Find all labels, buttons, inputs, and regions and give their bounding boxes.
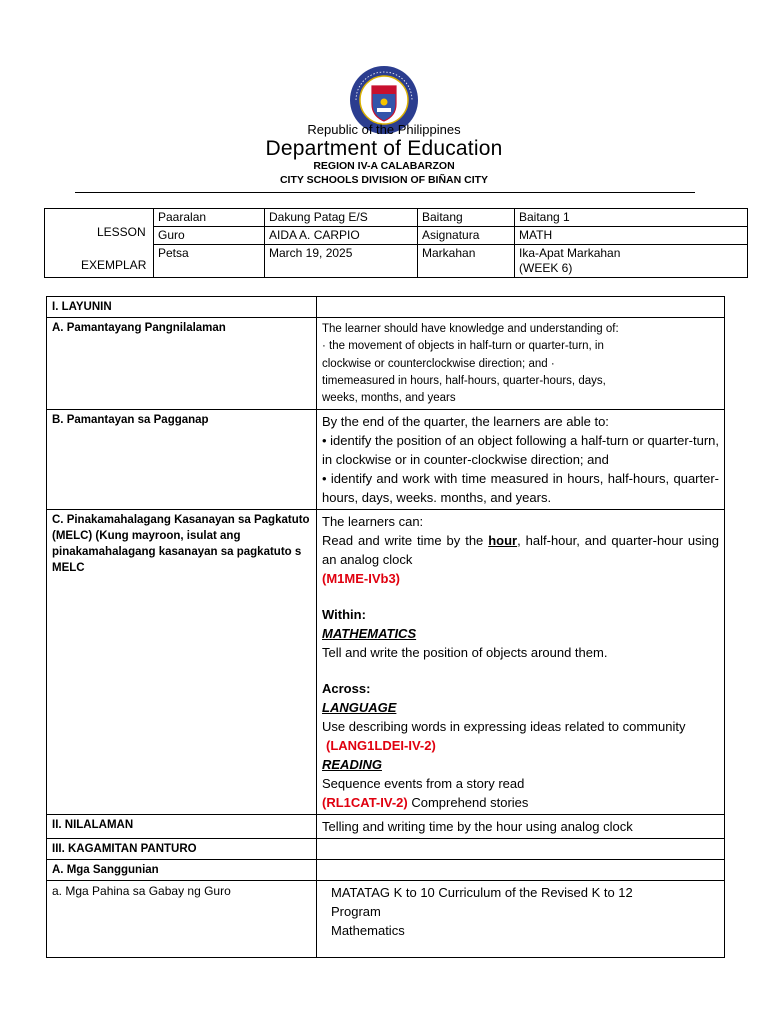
- bullet-item: • identify and work with time measured in hours, half-hours, quarter-hours, days, weeks. months, and years.: [322, 471, 719, 506]
- content-standard: [317, 318, 725, 410]
- table-row: [47, 510, 725, 815]
- text-span: , half-hour, and quarter-hour using an analog clock: [322, 533, 719, 568]
- table-row: [47, 860, 725, 881]
- info-label: Baitang: [418, 209, 515, 227]
- lesson-info-table: [44, 208, 748, 278]
- lesson-plan-table: [46, 296, 725, 958]
- subject-label: READING: [322, 757, 382, 773]
- text-line: Mathematics: [331, 923, 405, 939]
- text-line: Use describing words in expressing ideas related to community: [322, 719, 686, 735]
- bullet-item: • identify the position of an object following a half-turn or quarter-turn, in clockwise or in counter-clockwise direction; and: [322, 433, 719, 468]
- header-divider: [75, 192, 695, 193]
- info-label: Paaralan: [154, 209, 265, 227]
- text-line: weeks, months, and years: [322, 392, 456, 405]
- across-label: Across:: [322, 681, 371, 697]
- info-label: Markahan: [418, 245, 515, 278]
- row-label: C. Pinakamahalagang Kasanayan sa Pagkatuto (MELC) (Kung mayroon, isulat ang pinakamahalagang kasanayan sa pagkatuto s MELC: [47, 510, 317, 815]
- hour-word: hour: [488, 533, 518, 549]
- performance-standard: [317, 410, 725, 510]
- subject-label: MATHEMATICS: [322, 626, 417, 642]
- section-heading: III. KAGAMITAN PANTURO: [47, 839, 317, 860]
- info-value: Dakung Patag E/S: [265, 209, 418, 227]
- info-value: [515, 245, 748, 278]
- text-span: Comprehend stories: [407, 795, 529, 811]
- exemplar-word: EXEMPLAR: [81, 258, 147, 272]
- info-label: Guro: [154, 227, 265, 245]
- empty-cell: [317, 839, 725, 860]
- lang-code: (LANG1LDEI-IV-2): [326, 738, 436, 754]
- table-row: [47, 839, 725, 860]
- reading-code: (RL1CAT-IV-2): [322, 795, 408, 811]
- info-value: AIDA A. CARPIO: [265, 227, 418, 245]
- melc-text: [322, 531, 719, 569]
- melc-code: (M1ME-IVb3): [322, 571, 400, 587]
- info-value: March 19, 2025: [265, 245, 418, 278]
- text-line: MATATAG K to 10 Curriculum of the Revised K to 12: [331, 885, 633, 901]
- reference-content: [317, 881, 725, 958]
- info-label: Petsa: [154, 245, 265, 278]
- republic-line: Republic of the Philippines: [307, 122, 461, 137]
- empty-cell: [317, 860, 725, 881]
- text-line: The learners can:: [322, 514, 424, 530]
- reading-line: [322, 793, 719, 812]
- region-line: REGION IV-A CALABARZON: [313, 160, 455, 172]
- division-line: CITY SCHOOLS DIVISION OF BIÑAN CITY: [279, 174, 489, 186]
- text-line: Sequence events from a story read: [322, 776, 525, 792]
- text-line: By the end of the quarter, the learners are able to:: [322, 414, 609, 430]
- text-line: · the movement of objects in half-turn or quarter-turn, in: [322, 340, 604, 353]
- subject-label: LANGUAGE: [322, 700, 397, 716]
- text-line: Program: [331, 904, 381, 920]
- spacer: [322, 662, 719, 679]
- table-row: [47, 881, 725, 958]
- text-line: clockwise or counterclockwise direction; and ·: [322, 357, 555, 370]
- lesson-exemplar-cell: [45, 209, 154, 278]
- row-label: A. Mga Sanggunian: [47, 860, 317, 881]
- melc-content: [317, 510, 725, 815]
- row-label: a. Mga Pahina sa Gabay ng Guro: [47, 881, 317, 958]
- row-label: A. Pamantayang Pangnilalaman: [47, 318, 317, 410]
- text-line: The learner should have knowledge and understanding of:: [322, 323, 619, 335]
- table-row: [47, 410, 725, 510]
- text-span: Read and write time by the: [322, 533, 489, 549]
- week-value: (WEEK 6): [519, 261, 573, 275]
- table-row: [47, 297, 725, 318]
- text-line: timemeasured in hours, half-hours, quarter-hours, days,: [322, 374, 606, 387]
- within-label: Within:: [322, 607, 366, 623]
- department-title: Department of Education: [265, 137, 503, 160]
- nilalaman-content: Telling and writing time by the hour using analog clock: [317, 815, 725, 839]
- text-line: Tell and write the position of objects around them.: [322, 645, 608, 661]
- row-label: II. NILALAMAN: [47, 815, 317, 839]
- info-value: MATH: [515, 227, 748, 245]
- quarter-value: Ika-Apat Markahan: [519, 246, 621, 260]
- section-heading: I. LAYUNIN: [47, 297, 317, 318]
- spacer: [322, 588, 719, 605]
- table-row: [47, 318, 725, 410]
- info-label: Asignatura: [418, 227, 515, 245]
- info-value: Baitang 1: [515, 209, 748, 227]
- row-label: B. Pamantayan sa Pagganap: [47, 410, 317, 510]
- lesson-word: LESSON: [97, 225, 146, 239]
- table-row: [47, 815, 725, 839]
- empty-cell: [317, 297, 725, 318]
